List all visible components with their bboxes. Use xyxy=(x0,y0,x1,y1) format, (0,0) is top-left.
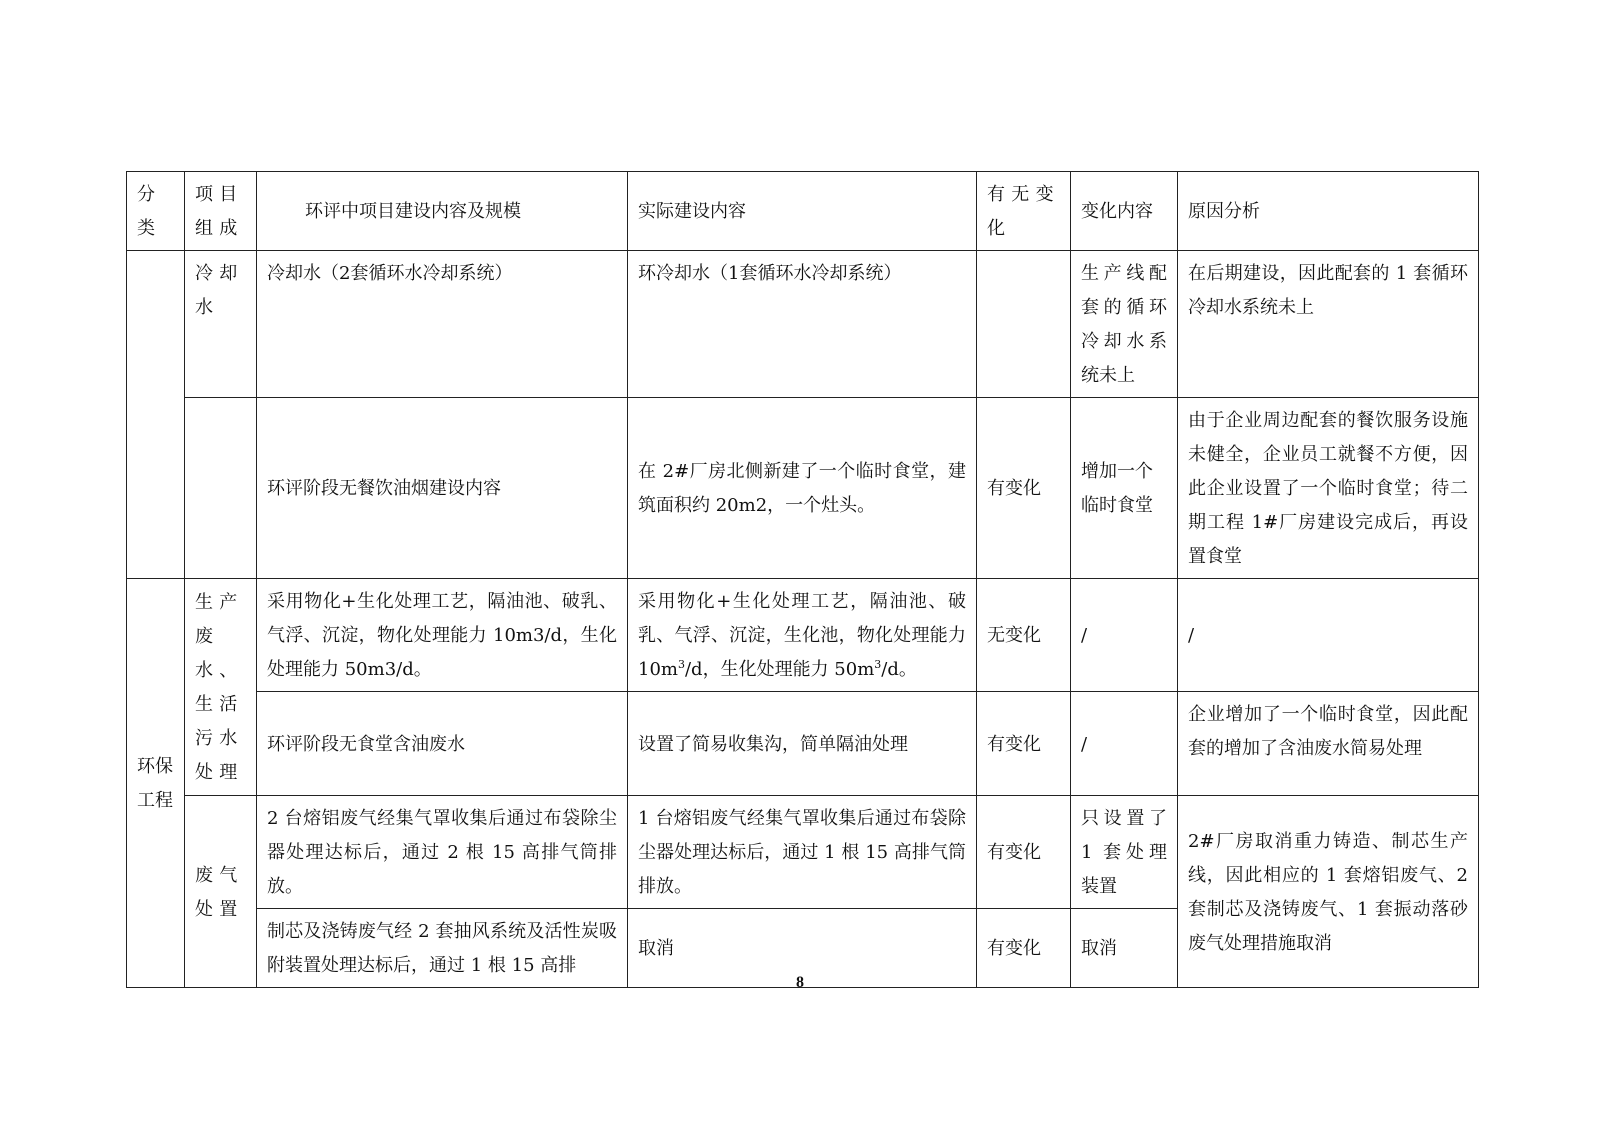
eia-cell: 制芯及浇铸废气经 2 套抽风系统及活性炭吸附装置处理达标后，通过 1 根 15 高排 xyxy=(257,909,628,988)
table-row-wastewater xyxy=(127,579,1479,692)
category-cell-empty xyxy=(127,251,185,579)
table-row-oily-wastewater xyxy=(127,692,1479,796)
actual-text-part: /d，生化处理能力 50m xyxy=(684,659,875,680)
actual-cell: 在 2#厂房北侧新建了一个临时食堂，建筑面积约 20m2，一个灶头。 xyxy=(628,398,977,579)
superscript: 3 xyxy=(874,658,882,671)
header-category: 分类 xyxy=(127,172,185,251)
reason-cell: 企业增加了一个临时食堂，因此配套的增加了含油废水简易处理 xyxy=(1178,692,1479,796)
component-cell: 生产废水、生活污水处理 xyxy=(185,579,257,796)
changed-cell: 有变化 xyxy=(977,692,1071,796)
eia-cell: 2 台熔铝废气经集气罩收集后通过布袋除尘器处理达标后，通过 2 根 15 高排气筒排放。 xyxy=(257,796,628,909)
table-row-waste-gas-melting xyxy=(127,796,1479,909)
actual-text-part: /d。 xyxy=(881,659,917,680)
category-cell-env: 环保工程 xyxy=(127,579,185,988)
actual-cell: 取消 xyxy=(628,909,977,988)
eia-cell: 冷却水（2套循环水冷却系统） xyxy=(257,251,628,398)
changed-cell xyxy=(977,251,1071,398)
header-reason: 原因分析 xyxy=(1178,172,1479,251)
change-detail-cell: 生产线配套的循环冷却水系统未上 xyxy=(1071,251,1178,398)
change-detail-cell: / xyxy=(1071,579,1178,692)
changed-cell: 有变化 xyxy=(977,796,1071,909)
reason-cell: 由于企业周边配套的餐饮服务设施未健全，企业员工就餐不方便，因此企业设置了一个临时食堂；待二期工程 1#厂房建设完成后，再设置食堂 xyxy=(1178,398,1479,579)
change-detail-cell: 只设置了 1 套处理装置 xyxy=(1071,796,1178,909)
actual-cell xyxy=(628,579,977,692)
component-cell: 废气处置 xyxy=(185,796,257,988)
reason-cell: / xyxy=(1178,579,1479,692)
actual-cell: 环冷却水（1套循环水冷却系统） xyxy=(628,251,977,398)
superscript: 3 xyxy=(677,658,685,671)
header-actual-content: 实际建设内容 xyxy=(628,172,977,251)
header-change-detail: 变化内容 xyxy=(1071,172,1178,251)
table-header-row xyxy=(127,172,1479,251)
change-detail-cell: 增加一个临时食堂 xyxy=(1071,398,1178,579)
table-row-cooling-water xyxy=(127,251,1479,398)
changed-cell: 无变化 xyxy=(977,579,1071,692)
header-component: 项目组成 xyxy=(185,172,257,251)
component-cell xyxy=(185,398,257,579)
component-cell: 冷却水 xyxy=(185,251,257,398)
header-eia-content: 环评中项目建设内容及规模 xyxy=(257,172,628,251)
eia-cell: 采用物化+生化处理工艺，隔油池、破乳、气浮、沉淀，物化处理能力 10m3/d，生化处理能力 50m3/d。 xyxy=(257,579,628,692)
reason-cell: 2#厂房取消重力铸造、制芯生产线，因此相应的 1 套熔铝废气、2 套制芯及浇铸废气、1 套振动落砂废气处理措施取消 xyxy=(1178,796,1479,988)
eia-cell: 环评阶段无餐饮油烟建设内容 xyxy=(257,398,628,579)
eia-cell: 环评阶段无食堂含油废水 xyxy=(257,692,628,796)
actual-cell: 设置了简易收集沟，简单隔油处理 xyxy=(628,692,977,796)
change-detail-cell: / xyxy=(1071,692,1178,796)
header-changed: 有无变化 xyxy=(977,172,1071,251)
page-number: 8 xyxy=(796,974,804,991)
change-detail-cell: 取消 xyxy=(1071,909,1178,988)
table-row-canteen xyxy=(127,398,1479,579)
comparison-table xyxy=(126,171,1479,988)
changed-cell: 有变化 xyxy=(977,909,1071,988)
changed-cell: 有变化 xyxy=(977,398,1071,579)
reason-cell: 在后期建设，因此配套的 1 套循环冷却水系统未上 xyxy=(1178,251,1479,398)
actual-cell: 1 台熔铝废气经集气罩收集后通过布袋除尘器处理达标后，通过 1 根 15 高排气筒排放。 xyxy=(628,796,977,909)
actual-text-part: 采用物化+生化处理工艺，隔油池、破乳、气浮、沉淀，生化池，物化处理能力 10m xyxy=(638,591,966,680)
